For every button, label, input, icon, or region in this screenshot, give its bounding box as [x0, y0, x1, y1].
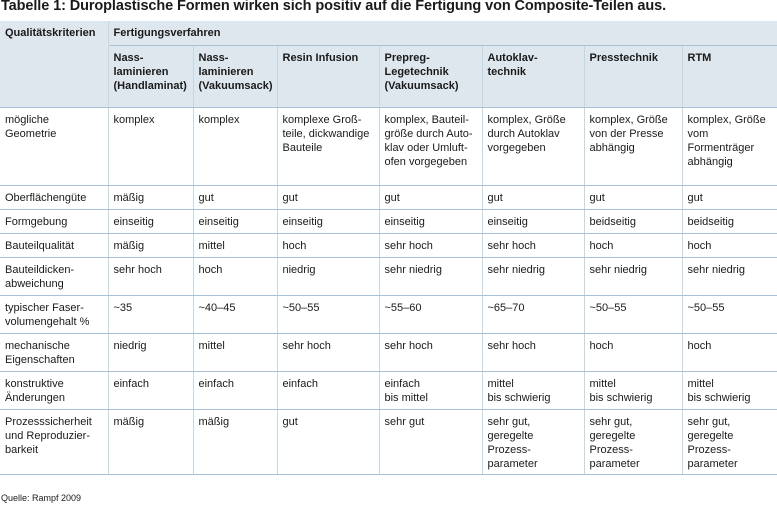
value-cell: sehr gut, geregelte Prozess- parameter: [682, 409, 777, 474]
value-cell: sehr hoch: [379, 233, 482, 257]
table-row: [0, 209, 777, 233]
value-cell: mittel bis schwierig: [584, 371, 682, 409]
value-cell: ~50–55: [584, 295, 682, 333]
table-row: [0, 409, 777, 474]
value-cell: mäßig: [108, 185, 193, 209]
process-header: Prepreg- Legetechnik (Vakuumsack): [379, 45, 482, 107]
criterion-cell: Formgebung: [0, 209, 108, 233]
criteria-header: Qualitätskriterien: [0, 21, 108, 45]
value-cell: komplex: [108, 107, 193, 185]
value-cell: komplex, Größe von der Presse abhängig: [584, 107, 682, 185]
process-header: Nass- laminieren (Handlaminat): [108, 45, 193, 107]
value-cell: gut: [277, 409, 379, 474]
criterion-cell: Bauteildicken- abweichung: [0, 257, 108, 295]
process-header: RTM: [682, 45, 777, 107]
value-cell: komplexe Groß- teile, dickwandige Bauteile: [277, 107, 379, 185]
value-cell: einseitig: [193, 209, 277, 233]
value-cell: hoch: [682, 333, 777, 371]
table-row: [0, 185, 777, 209]
value-cell: einfach: [193, 371, 277, 409]
value-cell: einseitig: [482, 209, 584, 233]
table-row: [0, 233, 777, 257]
value-cell: hoch: [584, 333, 682, 371]
process-group-header: Fertigungsverfahren: [108, 21, 777, 45]
value-cell: gut: [277, 185, 379, 209]
table-row: [0, 257, 777, 295]
value-cell: sehr hoch: [277, 333, 379, 371]
criteria-header-spacer: [0, 45, 108, 107]
criterion-cell: konstruktive Änderungen: [0, 371, 108, 409]
criterion-cell: typischer Faser- volumengehalt %: [0, 295, 108, 333]
value-cell: mittel bis schwierig: [482, 371, 584, 409]
value-cell: sehr niedrig: [682, 257, 777, 295]
value-cell: sehr hoch: [379, 333, 482, 371]
value-cell: ~65–70: [482, 295, 584, 333]
process-header: Resin Infusion: [277, 45, 379, 107]
value-cell: einseitig: [277, 209, 379, 233]
value-cell: sehr gut: [379, 409, 482, 474]
value-cell: gut: [379, 185, 482, 209]
value-cell: hoch: [584, 233, 682, 257]
value-cell: mittel: [193, 233, 277, 257]
value-cell: mittel bis schwierig: [682, 371, 777, 409]
process-header: Autoklav- technik: [482, 45, 584, 107]
value-cell: ~40–45: [193, 295, 277, 333]
header-row-group: [0, 21, 777, 45]
criterion-cell: Bauteilqualität: [0, 233, 108, 257]
value-cell: gut: [682, 185, 777, 209]
value-cell: ~35: [108, 295, 193, 333]
value-cell: komplex, Bauteil- größe durch Auto- klav oder Umluft- ofen vorgegeben: [379, 107, 482, 185]
value-cell: mäßig: [193, 409, 277, 474]
value-cell: einseitig: [108, 209, 193, 233]
table-row: [0, 107, 777, 185]
value-cell: beidseitig: [682, 209, 777, 233]
value-cell: beidseitig: [584, 209, 682, 233]
criterion-cell: Oberflächengüte: [0, 185, 108, 209]
value-cell: komplex, Größe durch Autoklav vorgegeben: [482, 107, 584, 185]
value-cell: sehr hoch: [482, 233, 584, 257]
value-cell: mäßig: [108, 409, 193, 474]
value-cell: mäßig: [108, 233, 193, 257]
value-cell: komplex: [193, 107, 277, 185]
criterion-cell: Prozesssicherheit und Reproduzier- barkeit: [0, 409, 108, 474]
value-cell: einfach: [108, 371, 193, 409]
value-cell: mittel: [193, 333, 277, 371]
value-cell: einseitig: [379, 209, 482, 233]
value-cell: gut: [584, 185, 682, 209]
value-cell: gut: [193, 185, 277, 209]
value-cell: sehr niedrig: [584, 257, 682, 295]
value-cell: ~50–55: [277, 295, 379, 333]
comparison-table: [0, 21, 777, 475]
value-cell: sehr hoch: [482, 333, 584, 371]
value-cell: einfach bis mittel: [379, 371, 482, 409]
value-cell: niedrig: [108, 333, 193, 371]
header-row-processes: [0, 45, 777, 107]
table-title: Tabelle 1: Duroplastische Formen wirken sich positiv auf die Fertigung von Composite-Teilen aus.: [1, 0, 667, 14]
value-cell: ~55–60: [379, 295, 482, 333]
value-cell: komplex, Größe vom Formenträger abhängig: [682, 107, 777, 185]
value-cell: ~50–55: [682, 295, 777, 333]
table-row: [0, 333, 777, 371]
table-row: [0, 295, 777, 333]
value-cell: einfach: [277, 371, 379, 409]
value-cell: sehr niedrig: [379, 257, 482, 295]
value-cell: sehr niedrig: [482, 257, 584, 295]
value-cell: sehr gut, geregelte Prozess- parameter: [482, 409, 584, 474]
value-cell: sehr hoch: [108, 257, 193, 295]
value-cell: niedrig: [277, 257, 379, 295]
value-cell: hoch: [193, 257, 277, 295]
table-row: [0, 371, 777, 409]
value-cell: sehr gut, geregelte Prozess- parameter: [584, 409, 682, 474]
criterion-cell: mechanische Eigenschaften: [0, 333, 108, 371]
value-cell: hoch: [682, 233, 777, 257]
process-header: Nass- laminieren (Vakuumsack): [193, 45, 277, 107]
source-note: Quelle: Rampf 2009: [1, 493, 82, 503]
criterion-cell: mögliche Geometrie: [0, 107, 108, 185]
value-cell: gut: [482, 185, 584, 209]
value-cell: hoch: [277, 233, 379, 257]
process-header: Presstechnik: [584, 45, 682, 107]
